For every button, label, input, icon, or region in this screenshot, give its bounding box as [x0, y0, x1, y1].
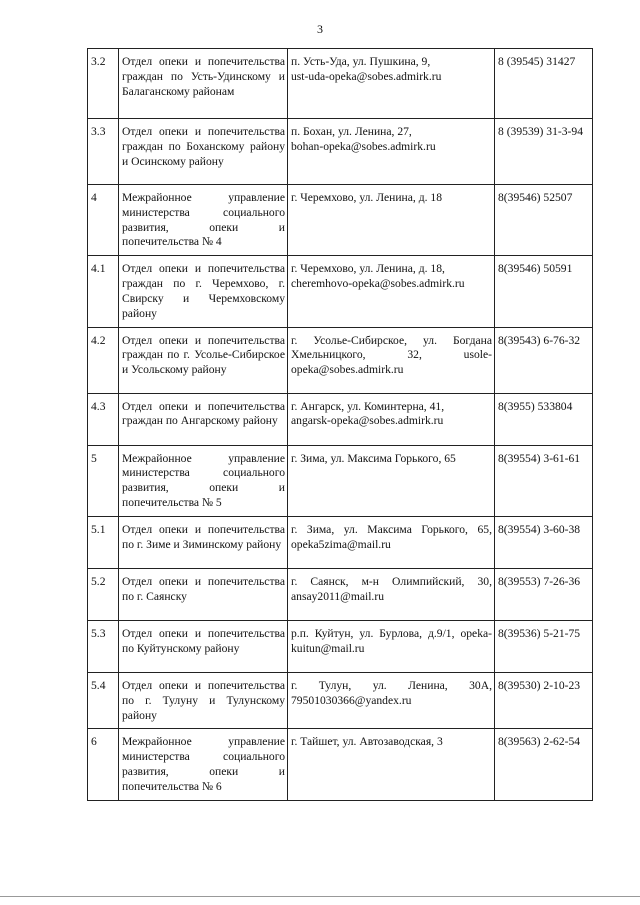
row-number-cell: 5.4	[88, 672, 119, 728]
phone-cell: 8(39554) 3-61-61	[495, 445, 593, 516]
row-number-cell: 4.2	[88, 327, 119, 393]
contacts-table	[87, 48, 593, 801]
phone-cell: 8(39530) 2-10-23	[495, 672, 593, 728]
table-row	[88, 445, 593, 516]
row-number-cell: 5.2	[88, 568, 119, 620]
address-line: bohan-opeka@sobes.admirk.ru	[291, 139, 436, 153]
row-number-cell: 3.2	[88, 49, 119, 119]
address-line: г. Саянск, м-н Олимпийский, 30, ansay2011@mail.ru	[291, 574, 492, 603]
institution-name-cell: Отдел опеки и попечительства граждан по г. Усолье-Сибирское и Усольскому району	[119, 327, 288, 393]
row-number-cell: 3.3	[88, 119, 119, 185]
address-line: ust-uda-opeka@sobes.admirk.ru	[291, 69, 442, 83]
table-row	[88, 393, 593, 445]
address-cell	[288, 672, 495, 728]
address-line: п. Бохан, ул. Ленина, 27,	[291, 125, 412, 138]
institution-name-cell: Отдел опеки и попечительства по г. Тулуну и Тулунскому району	[119, 672, 288, 728]
address-cell	[288, 327, 495, 393]
phone-cell: 8(39543) 6-76-32	[495, 327, 593, 393]
table-row	[88, 327, 593, 393]
address-line: г. Зима, ул. Максима Горького, 65, opeka5zima@mail.ru	[291, 522, 492, 551]
table-row	[88, 672, 593, 728]
phone-cell: 8(39553) 7-26-36	[495, 568, 593, 620]
address-line: г. Тайшет, ул. Автозаводская, 3	[291, 735, 443, 749]
phone-cell: 8 (39545) 31427	[495, 49, 593, 119]
phone-cell: 8(39554) 3-60-38	[495, 516, 593, 568]
institution-name-cell: Отдел опеки и попечительства граждан по Ангарскому району	[119, 393, 288, 445]
address-line: п. Усть-Уда, ул. Пушкина, 9,	[291, 55, 431, 68]
address-line: cheremhovo-opeka@sobes.admirk.ru	[291, 277, 465, 291]
institution-name-cell: Отдел опеки и попечительства граждан по Усть-Удинскому и Балаганскому районам	[119, 49, 288, 119]
address-line: г. Усолье-Сибирское, ул. Богдана Хмельницкого, 32, usole-opeka@sobes.admirk.ru	[291, 333, 492, 377]
address-line: г. Черемхово, ул. Ленина, д. 18,	[291, 262, 445, 276]
phone-cell: 8 (39539) 31-3-94	[495, 119, 593, 185]
phone-cell: 8(39563) 2-62-54	[495, 729, 593, 800]
table-row	[88, 568, 593, 620]
address-line: г. Зима, ул. Максима Горького, 65	[291, 451, 456, 465]
address-line: angarsk-opeka@sobes.admirk.ru	[291, 414, 444, 428]
row-number-cell: 4	[88, 185, 119, 256]
address-cell	[288, 445, 495, 516]
table-row	[88, 516, 593, 568]
institution-name-cell: Межрайонное управление министерства социального развития, опеки и попечительства № 4	[119, 185, 288, 256]
address-cell	[288, 185, 495, 256]
address-line: г. Тулун, ул. Ленина, 30А, 79501030366@yandex.ru	[291, 678, 492, 707]
table-row	[88, 185, 593, 256]
address-line: р.п. Куйтун, ул. Бурлова, д.9/1, opeka-kuitun@mail.ru	[291, 626, 492, 655]
table-row	[88, 729, 593, 800]
phone-cell: 8(39536) 5-21-75	[495, 620, 593, 672]
institution-name-cell: Отдел опеки и попечительства граждан по Боханскому району и Осинскому району	[119, 119, 288, 185]
address-cell	[288, 256, 495, 327]
phone-cell: 8(3955) 533804	[495, 393, 593, 445]
row-number-cell: 5	[88, 445, 119, 516]
phone-cell: 8(39546) 52507	[495, 185, 593, 256]
table-row	[88, 119, 593, 185]
table-row	[88, 620, 593, 672]
table-row	[88, 49, 593, 119]
address-cell	[288, 119, 495, 185]
row-number-cell: 5.3	[88, 620, 119, 672]
row-number-cell: 6	[88, 729, 119, 800]
institution-name-cell: Отдел опеки и попечительства граждан по г. Черемхово, г. Свирску и Черемховскому району	[119, 256, 288, 327]
address-cell	[288, 568, 495, 620]
table-row	[88, 256, 593, 327]
institution-name-cell: Отдел опеки и попечительства по Куйтунскому району	[119, 620, 288, 672]
address-line: г. Ангарск, ул. Коминтерна, 41,	[291, 399, 445, 413]
institution-name-cell: Отдел опеки и попечительства по г. Саянску	[119, 568, 288, 620]
row-number-cell: 5.1	[88, 516, 119, 568]
address-cell	[288, 516, 495, 568]
page-number: 3	[317, 22, 323, 36]
page-bottom-divider	[0, 896, 640, 897]
address-cell	[288, 620, 495, 672]
address-cell	[288, 393, 495, 445]
row-number-cell: 4.3	[88, 393, 119, 445]
institution-name-cell: Межрайонное управление министерства социального развития, опеки и попечительства № 5	[119, 445, 288, 516]
institution-name-cell: Отдел опеки и попечительства по г. Зиме и Зиминскому району	[119, 516, 288, 568]
address-cell	[288, 49, 495, 119]
address-cell	[288, 729, 495, 800]
address-line: г. Черемхово, ул. Ленина, д. 18	[291, 191, 442, 204]
phone-cell: 8(39546) 50591	[495, 256, 593, 327]
institution-name-cell: Межрайонное управление министерства социального развития, опеки и попечительства № 6	[119, 729, 288, 800]
row-number-cell: 4.1	[88, 256, 119, 327]
